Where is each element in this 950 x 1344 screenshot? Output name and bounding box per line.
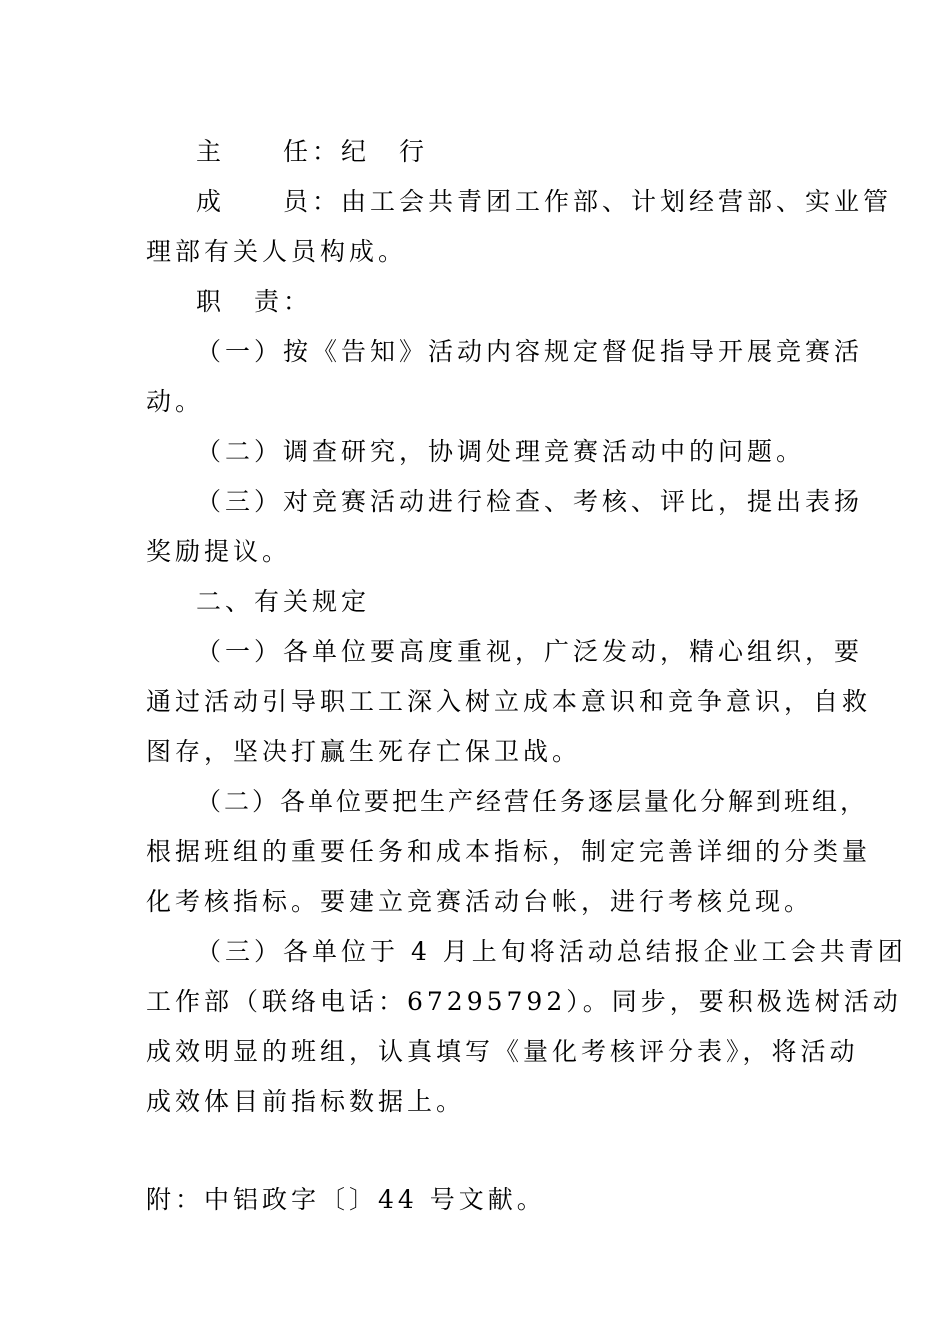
duty-item-1: （一）按《告知》活动内容规定督促指导开展竞赛活 [196,337,864,366]
regulation-item-3-continued: 工作部（联络电话：67295792）。同步，要积极选树活动 [146,987,902,1016]
committee-director-line: 主 任：纪 行 [196,137,429,166]
attachment-note: 附：中铝政字〔〕44 号文献。 [146,1185,546,1214]
committee-members-line: 成 员：由工会共青团工作部、计划经营部、实业管 [196,187,893,216]
duties-heading: 职 责： [196,287,313,316]
duty-item-2: （二）调查研究，协调处理竞赛活动中的问题。 [196,437,806,466]
regulation-item-2: （二）各单位要把生产经营任务逐层量化分解到班组， [196,787,869,816]
committee-members-line-continued: 理部有关人员构成。 [146,237,408,266]
duty-item-1-continued: 动。 [146,387,205,416]
regulation-item-3: （三）各单位于 4 月上旬将活动总结报企业工会共青团 [196,937,907,966]
regulation-item-1: （一）各单位要高度重视，广泛发动，精心组织，要 [196,637,864,666]
regulation-item-1-continued-2: 图存，坚决打赢生死存亡保卫战。 [146,737,582,766]
regulation-item-3-continued-3: 成效体目前指标数据上。 [146,1087,466,1116]
regulation-item-1-continued: 通过活动引导职工工深入树立成本意识和竞争意识，自救 [146,687,872,716]
duty-item-3-continued: 奖励提议。 [146,537,292,566]
regulations-heading: 二、有关规定 [196,587,371,616]
regulation-item-2-continued: 根据班组的重要任务和成本指标，制定完善详细的分类量 [146,837,872,866]
regulation-item-2-continued-2: 化考核指标。要建立竞赛活动台帐，进行考核兑现。 [146,887,814,916]
regulation-item-3-continued-2: 成效明显的班组，认真填写《量化考核评分表》，将活动 [146,1037,859,1066]
duty-item-3: （三）对竞赛活动进行检查、考核、评比，提出表扬 [196,487,864,516]
